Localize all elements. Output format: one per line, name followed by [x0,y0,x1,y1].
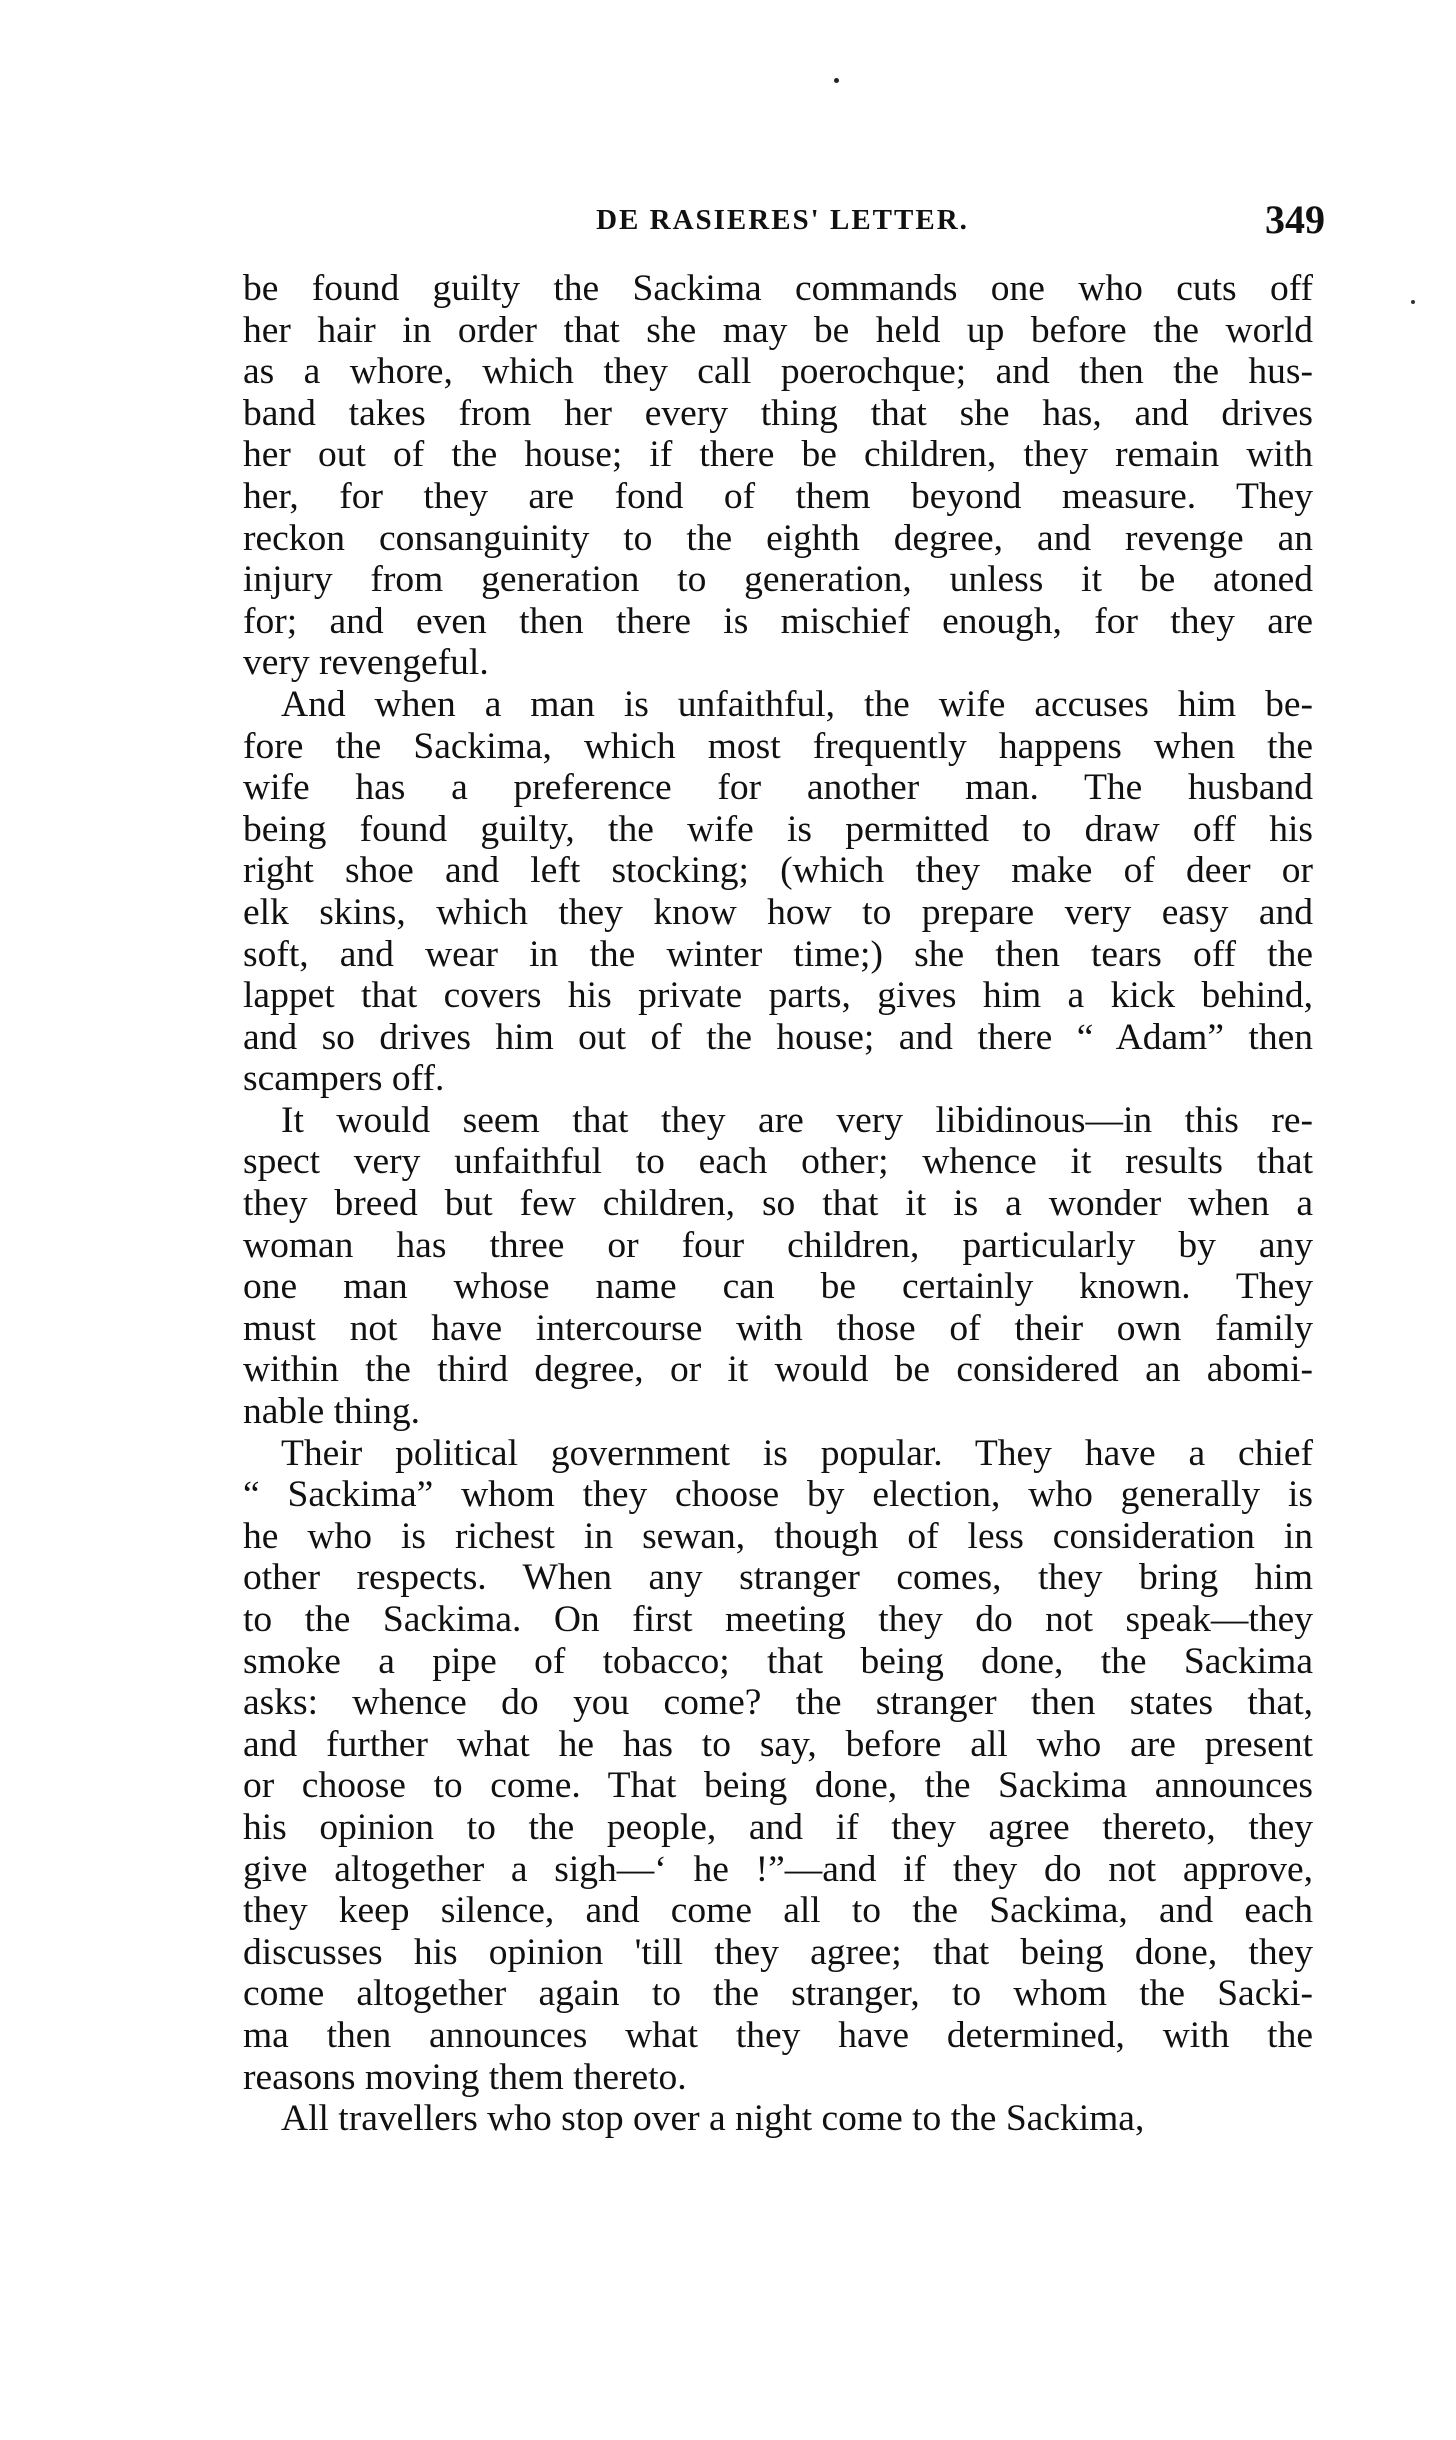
text-line: All travellers who stop over a night come to the Sackima, [281,2098,1145,2140]
page-header [240,197,1325,246]
text-line: for; and even then there is mischief enough, for they are [243,600,1313,642]
running-head: DE RASIERES' LETTER. [596,204,969,236]
text-line: It would seem that they are very libidinous—in this re- [281,1099,1313,1141]
body-text [243,268,1313,2140]
text-line: they breed but few children, so that it is a wonder when a [243,1183,1313,1225]
ink-speck [834,78,839,83]
text-line: her out of the house; if there be children, they remain with [243,434,1313,476]
page-number: 349 [1265,197,1325,242]
text-line: being found guilty, the wife is permitted to draw off his [243,808,1313,850]
text-line: he who is richest in sewan, though of less consideration in [243,1515,1313,1557]
text-line: must not have intercourse with those of their own family [243,1307,1313,1349]
text-line: spect very unfaithful to each other; whence it results that [243,1141,1313,1183]
text-line: “ Sackima” whom they choose by election, who generally is [243,1474,1313,1516]
ink-speck-margin [1411,300,1415,304]
text-line: injury from generation to generation, unless it be atoned [243,559,1313,601]
text-line: scampers off. [243,1058,445,1100]
text-line: her hair in order that she may be held up before the world [243,309,1313,351]
text-line: be found guilty the Sackima commands one who cuts off [243,268,1313,309]
text-line: as a whore, which they call poerochque; and then the hus- [243,351,1313,393]
text-line: soft, and wear in the winter time;) she then tears off the [243,933,1313,975]
text-line: right shoe and left stocking; (which they make of deer or [243,850,1313,892]
text-line: And when a man is unfaithful, the wife accuses him be- [281,683,1313,725]
text-line: band takes from her every thing that she has, and drives [243,392,1313,434]
text-line: smoke a pipe of tobacco; that being done, the Sackima [243,1640,1313,1682]
text-line: to the Sackima. On first meeting they do not speak—they [243,1599,1313,1640]
text-line: they keep silence, and come all to the Sackima, and each [243,1890,1313,1932]
text-line: very revengeful. [243,642,489,684]
text-line: come altogether again to the stranger, to whom the Sacki- [243,1973,1313,2015]
text-line: elk skins, which they know how to prepare very easy and [243,891,1313,933]
text-line: his opinion to the people, and if they agree thereto, they [243,1806,1313,1848]
text-line: wife has a preference for another man. The husband [243,767,1313,809]
text-line: ma then announces what they have determined, with the [243,2014,1313,2056]
text-line: or choose to come. That being done, the Sackima announces [243,1765,1313,1807]
text-line: within the third degree, or it would be considered an abomi- [243,1349,1313,1391]
text-line: nable thing. [243,1391,421,1433]
text-line: and further what he has to say, before all who are present [243,1723,1313,1765]
text-line: reasons moving them thereto. [243,2056,687,2098]
text-line: other respects. When any stranger comes, they bring him [243,1557,1313,1599]
text-line: one man whose name can be certainly known. They [243,1266,1313,1308]
text-line: fore the Sackima, which most frequently happens when the [243,725,1313,767]
text-line: woman has three or four children, particularly by any [243,1224,1313,1266]
text-line: give altogether a sigh—‘ he !”—and if they do not approve, [243,1848,1313,1890]
text-line: her, for they are fond of them beyond measure. They [243,475,1313,517]
text-line: reckon consanguinity to the eighth degree, and revenge an [243,517,1313,559]
text-line: and so drives him out of the house; and there “ Adam” then [243,1016,1313,1058]
text-line: lappet that covers his private parts, gives him a kick behind, [243,975,1313,1017]
text-line: discusses his opinion 'till they agree; that being done, they [243,1931,1313,1973]
text-line: Their political government is popular. They have a chief [281,1432,1313,1474]
text-line: asks: whence do you come? the stranger then states that, [243,1682,1313,1724]
